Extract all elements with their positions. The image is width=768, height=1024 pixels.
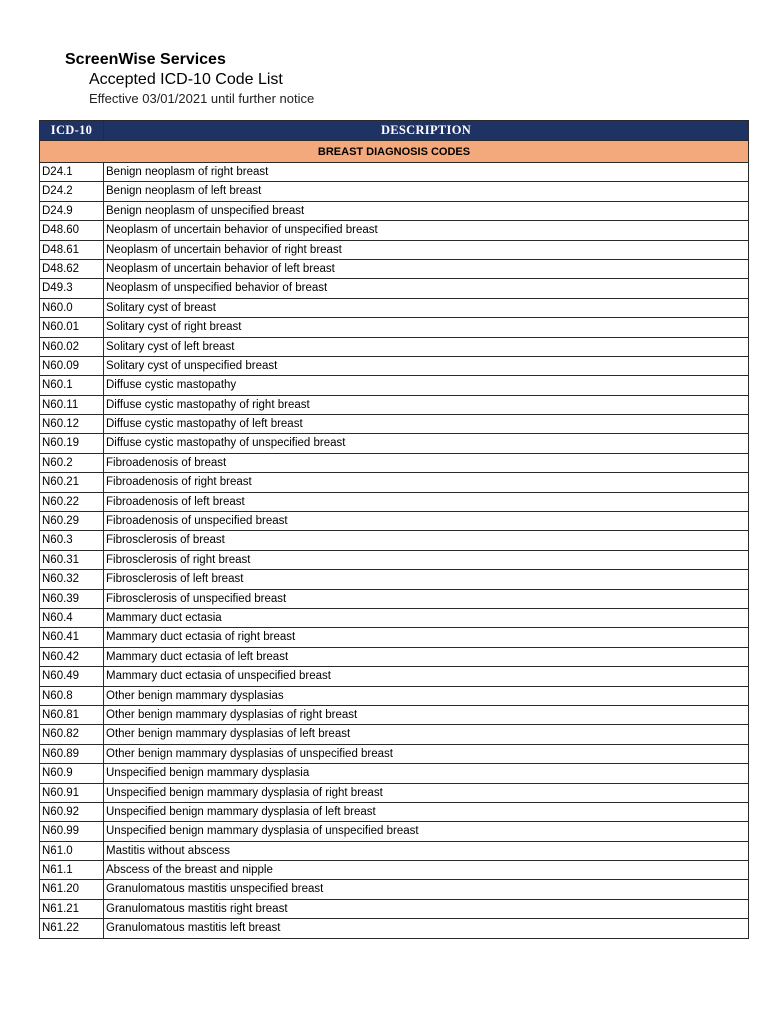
icd10-code-cell: N60.1: [40, 376, 104, 395]
icd10-code-cell: N60.39: [40, 589, 104, 608]
table-row: [40, 337, 749, 356]
table-row: [40, 705, 749, 724]
icd10-code-cell: N60.32: [40, 570, 104, 589]
table-row: [40, 492, 749, 511]
column-header-code: ICD-10: [40, 121, 104, 141]
icd10-code-table: [39, 120, 749, 939]
icd10-code-cell: D24.2: [40, 182, 104, 201]
table-row: [40, 201, 749, 220]
icd10-code-cell: N60.9: [40, 764, 104, 783]
table-row: [40, 376, 749, 395]
icd10-code-cell: N60.49: [40, 667, 104, 686]
description-cell: Solitary cyst of left breast: [104, 337, 749, 356]
table-row: [40, 880, 749, 899]
table-row: [40, 802, 749, 821]
table-row: [40, 395, 749, 414]
icd10-code-cell: N60.8: [40, 686, 104, 705]
description-cell: Solitary cyst of breast: [104, 298, 749, 317]
icd10-code-cell: N60.0: [40, 298, 104, 317]
description-cell: Fibrosclerosis of right breast: [104, 550, 749, 569]
table-row: [40, 240, 749, 259]
table-row: [40, 298, 749, 317]
icd10-code-cell: N60.92: [40, 802, 104, 821]
table-row: [40, 259, 749, 278]
icd10-code-cell: N60.41: [40, 628, 104, 647]
section-header-row: [40, 141, 749, 163]
table-row: [40, 764, 749, 783]
icd10-code-cell: N61.0: [40, 841, 104, 860]
icd10-code-cell: N60.82: [40, 725, 104, 744]
description-cell: Unspecified benign mammary dysplasia of left breast: [104, 802, 749, 821]
icd10-code-cell: N60.89: [40, 744, 104, 763]
table-row: [40, 919, 749, 938]
description-cell: Solitary cyst of right breast: [104, 318, 749, 337]
description-cell: Other benign mammary dysplasias of right breast: [104, 705, 749, 724]
description-cell: Benign neoplasm of right breast: [104, 163, 749, 182]
description-cell: Solitary cyst of unspecified breast: [104, 356, 749, 375]
column-header-description: DESCRIPTION: [104, 121, 749, 141]
table-row: [40, 744, 749, 763]
description-cell: Granulomatous mastitis right breast: [104, 899, 749, 918]
description-cell: Benign neoplasm of unspecified breast: [104, 201, 749, 220]
table-row: [40, 647, 749, 666]
description-cell: Diffuse cystic mastopathy of unspecified breast: [104, 434, 749, 453]
description-cell: Neoplasm of uncertain behavior of left breast: [104, 259, 749, 278]
table-body: [40, 141, 749, 939]
table-row: [40, 356, 749, 375]
description-cell: Abscess of the breast and nipple: [104, 861, 749, 880]
description-cell: Diffuse cystic mastopathy of right breast: [104, 395, 749, 414]
icd10-code-cell: N60.42: [40, 647, 104, 666]
description-cell: Mammary duct ectasia of unspecified breast: [104, 667, 749, 686]
table-row: [40, 453, 749, 472]
description-cell: Fibroadenosis of left breast: [104, 492, 749, 511]
icd10-code-cell: N61.1: [40, 861, 104, 880]
icd10-code-cell: N60.31: [40, 550, 104, 569]
icd10-code-cell: N60.99: [40, 822, 104, 841]
icd10-code-cell: D48.60: [40, 221, 104, 240]
table-row: [40, 531, 749, 550]
table-row: [40, 628, 749, 647]
description-cell: Unspecified benign mammary dysplasia of right breast: [104, 783, 749, 802]
icd10-code-cell: N60.21: [40, 473, 104, 492]
section-title: BREAST DIAGNOSIS CODES: [40, 141, 749, 163]
description-cell: Granulomatous mastitis unspecified breast: [104, 880, 749, 899]
description-cell: Mammary duct ectasia of right breast: [104, 628, 749, 647]
description-cell: Mammary duct ectasia of left breast: [104, 647, 749, 666]
icd10-code-cell: N60.01: [40, 318, 104, 337]
icd10-code-cell: D49.3: [40, 279, 104, 298]
description-cell: Other benign mammary dysplasias of left breast: [104, 725, 749, 744]
description-cell: Mastitis without abscess: [104, 841, 749, 860]
icd10-code-cell: N60.19: [40, 434, 104, 453]
icd10-code-cell: N61.22: [40, 919, 104, 938]
table-header-row: [40, 121, 749, 141]
icd10-code-cell: N60.3: [40, 531, 104, 550]
table-row: [40, 279, 749, 298]
icd10-code-cell: D24.9: [40, 201, 104, 220]
description-cell: Diffuse cystic mastopathy: [104, 376, 749, 395]
icd10-code-cell: N60.29: [40, 512, 104, 531]
description-cell: Unspecified benign mammary dysplasia of unspecified breast: [104, 822, 749, 841]
description-cell: Mammary duct ectasia: [104, 608, 749, 627]
table-row: [40, 550, 749, 569]
description-cell: Fibroadenosis of unspecified breast: [104, 512, 749, 531]
table-row: [40, 163, 749, 182]
document-header: [65, 50, 314, 107]
table-row: [40, 434, 749, 453]
icd10-code-cell: D24.1: [40, 163, 104, 182]
description-cell: Neoplasm of uncertain behavior of right breast: [104, 240, 749, 259]
icd10-code-cell: N60.91: [40, 783, 104, 802]
table-row: [40, 318, 749, 337]
icd10-code-cell: N60.09: [40, 356, 104, 375]
icd10-code-cell: D48.62: [40, 259, 104, 278]
icd10-code-cell: N60.81: [40, 705, 104, 724]
table-row: [40, 589, 749, 608]
document-title: Accepted ICD-10 Code List: [89, 71, 283, 88]
description-cell: Fibroadenosis of right breast: [104, 473, 749, 492]
table-row: [40, 415, 749, 434]
table-row: [40, 822, 749, 841]
description-cell: Fibrosclerosis of unspecified breast: [104, 589, 749, 608]
table-row: [40, 608, 749, 627]
description-cell: Fibrosclerosis of left breast: [104, 570, 749, 589]
icd10-code-cell: N61.20: [40, 880, 104, 899]
icd10-code-cell: N60.2: [40, 453, 104, 472]
icd10-code-cell: N60.4: [40, 608, 104, 627]
description-cell: Fibroadenosis of breast: [104, 453, 749, 472]
icd10-code-cell: N60.02: [40, 337, 104, 356]
icd10-code-cell: N61.21: [40, 899, 104, 918]
description-cell: Neoplasm of uncertain behavior of unspecified breast: [104, 221, 749, 240]
description-cell: Other benign mammary dysplasias of unspecified breast: [104, 744, 749, 763]
table-row: [40, 221, 749, 240]
table-row: [40, 686, 749, 705]
effective-date-note: Effective 03/01/2021 until further notice: [89, 91, 315, 106]
icd10-code-cell: N60.11: [40, 395, 104, 414]
organization-name: ScreenWise Services: [65, 51, 226, 68]
table-row: [40, 667, 749, 686]
table-row: [40, 512, 749, 531]
table-row: [40, 725, 749, 744]
icd10-code-cell: D48.61: [40, 240, 104, 259]
description-cell: Fibrosclerosis of breast: [104, 531, 749, 550]
table-row: [40, 783, 749, 802]
description-cell: Diffuse cystic mastopathy of left breast: [104, 415, 749, 434]
description-cell: Other benign mammary dysplasias: [104, 686, 749, 705]
description-cell: Neoplasm of unspecified behavior of breast: [104, 279, 749, 298]
icd10-code-cell: N60.22: [40, 492, 104, 511]
table-row: [40, 182, 749, 201]
table-row: [40, 861, 749, 880]
description-cell: Unspecified benign mammary dysplasia: [104, 764, 749, 783]
icd10-code-cell: N60.12: [40, 415, 104, 434]
description-cell: Benign neoplasm of left breast: [104, 182, 749, 201]
table-row: [40, 899, 749, 918]
table-row: [40, 841, 749, 860]
description-cell: Granulomatous mastitis left breast: [104, 919, 749, 938]
table-row: [40, 473, 749, 492]
table-row: [40, 570, 749, 589]
